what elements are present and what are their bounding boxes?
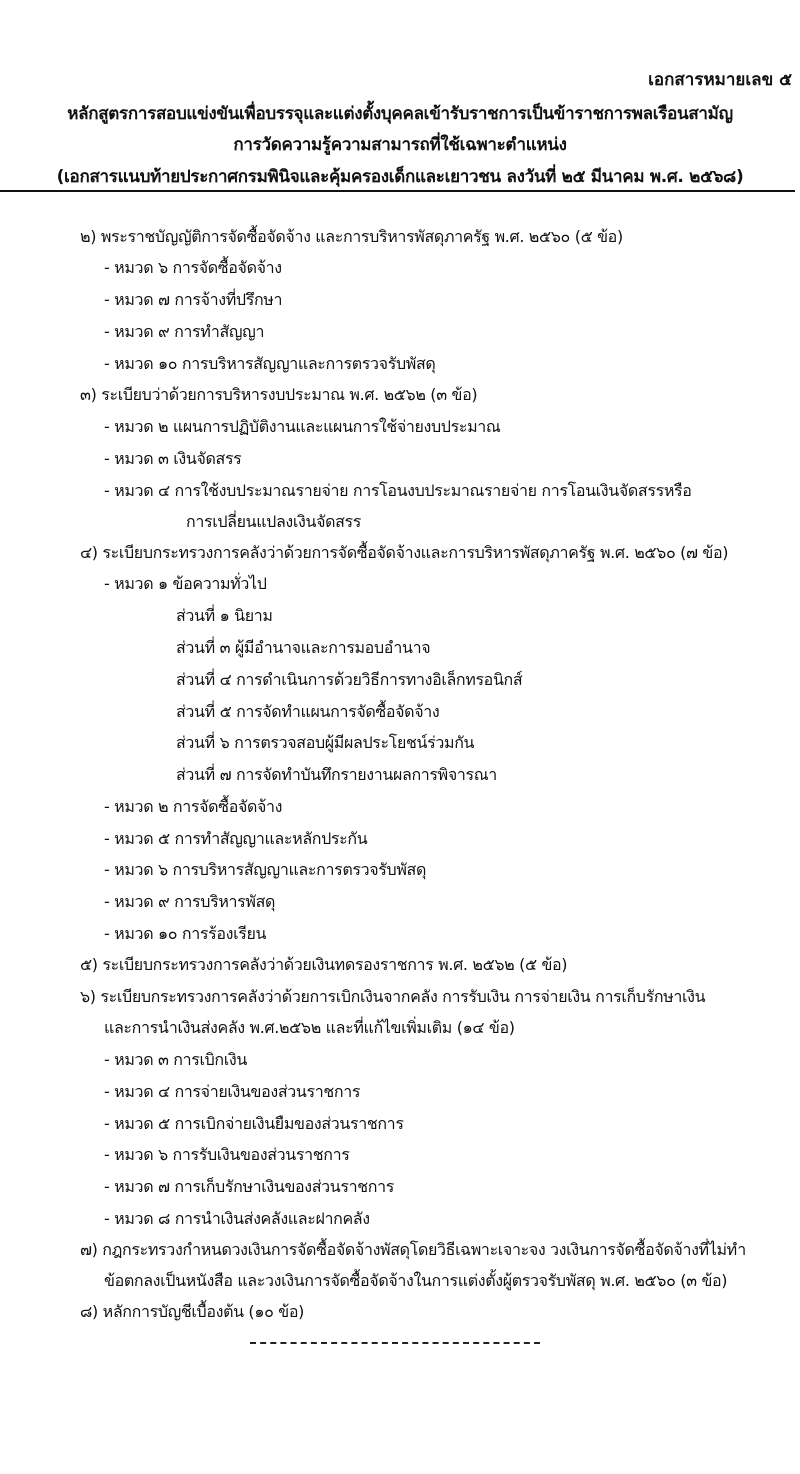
- list-item: - หมวด ๕ การทำสัญญาและหลักประกัน: [104, 829, 368, 848]
- section-5-heading: ๕) ระเบียบกระทรวงการคลังว่าด้วยเงินทดรองราชการ พ.ศ. ๒๕๖๒ (๕ ข้อ): [80, 955, 568, 974]
- list-item: - หมวด ๑ ข้อความทั่วไป: [104, 574, 267, 593]
- list-item: - หมวด ๓ เงินจัดสรร: [104, 449, 242, 468]
- title-line-1: หลักสูตรการสอบแข่งขันเพื่อบรรจุและแต่งตั้งบุคคลเข้ารับราชการเป็นข้าราชการพลเรือนสามัญ: [67, 104, 733, 124]
- list-item: - หมวด ๒ การจัดซื้อจัดจ้าง: [104, 797, 283, 816]
- list-item: - หมวด ๓ การเบิกเงิน: [104, 1050, 247, 1069]
- sub-list-item: ส่วนที่ ๖ การตรวจสอบผู้มีผลประโยชน์ร่วมกัน: [176, 733, 475, 752]
- list-item: - หมวด ๙ การทำสัญญา: [104, 322, 265, 341]
- list-item: - หมวด ๗ การจ้างที่ปรึกษา: [104, 290, 283, 309]
- section-2-heading: ๒) พระราชบัญญัติการจัดซื้อจัดจ้าง และการบริหารพัสดุภาครัฐ พ.ศ. ๒๕๖๐ (๕ ข้อ): [80, 227, 623, 246]
- sub-list-item: ส่วนที่ ๗ การจัดทำบันทึกรายงานผลการพิจารณา: [176, 765, 497, 784]
- list-item: - หมวด ๗ การเก็บรักษาเงินของส่วนราชการ: [104, 1177, 394, 1196]
- list-item: - หมวด ๖ การบริหารสัญญาและการตรวจรับพัสดุ: [104, 860, 426, 879]
- section-7-heading: ๗) กฎกระทรวงกำหนดวงเงินการจัดซื้อจัดจ้างพัสดุโดยวิธีเฉพาะเจาะจง วงเงินการจัดซื้อจัดจ้างที่ไม่ทำ: [80, 1240, 746, 1259]
- document-number: เอกสารหมายเลข ๕: [648, 70, 792, 90]
- sub-list-item: ส่วนที่ ๓ ผู้มีอำนาจและการมอบอำนาจ: [176, 638, 431, 657]
- list-item: - หมวด ๕ การเบิกจ่ายเงินยืมของส่วนราชการ: [104, 1114, 404, 1133]
- section-4-heading: ๔) ระเบียบกระทรวงการคลังว่าด้วยการจัดซื้อจัดจ้างและการบริหารพัสดุภาครัฐ พ.ศ. ๒๕๖๐ (๗ ข้อ): [80, 543, 729, 562]
- sub-list-item: ส่วนที่ ๔ การดำเนินการด้วยวิธีการทางอิเล็กทรอนิกส์: [176, 670, 523, 689]
- list-item: - หมวด ๔ การจ่ายเงินของส่วนราชการ: [104, 1082, 361, 1101]
- section-7-heading-continuation: ข้อตกลงเป็นหนังสือ และวงเงินการจัดซื้อจัดจ้างในการแต่งตั้งผู้ตรวจรับพัสดุ พ.ศ. ๒๕๖๐ (๓ ข้อ): [104, 1271, 728, 1290]
- list-item: - หมวด ๑๐ การบริหารสัญญาและการตรวจรับพัสดุ: [104, 354, 436, 373]
- list-item: - หมวด ๑๐ การร้องเรียน: [104, 924, 267, 943]
- list-item-continuation: การเปลี่ยนแปลงเงินจัดสรร: [186, 512, 362, 531]
- title-line-3: (เอกสารแนบท้ายประกาศกรมพินิจและคุ้มครองเด็กและเยาวชน ลงวันที่ ๒๕ มีนาคม พ.ศ. ๒๕๖๘): [56, 167, 744, 187]
- list-item: - หมวด ๖ การรับเงินของส่วนราชการ: [104, 1145, 350, 1164]
- list-item: - หมวด ๖ การจัดซื้อจัดจ้าง: [104, 258, 282, 277]
- list-item: - หมวด ๙ การบริหารพัสดุ: [104, 892, 276, 911]
- end-divider: [250, 1342, 540, 1344]
- list-item: - หมวด ๔ การใช้งบประมาณรายจ่าย การโอนงบประมาณรายจ่าย การโอนเงินจัดสรรหรือ: [104, 481, 692, 500]
- section-6-heading-continuation: และการนำเงินส่งคลัง พ.ศ.๒๕๖๒ และที่แก้ไขเพิ่มเติม (๑๔ ข้อ): [104, 1018, 515, 1037]
- list-item: - หมวด ๘ การนำเงินส่งคลังและฝากคลัง: [104, 1209, 370, 1228]
- section-8-heading: ๘) หลักการบัญชีเบื้องต้น (๑๐ ข้อ): [80, 1302, 305, 1321]
- section-3-heading: ๓) ระเบียบว่าด้วยการบริหารงบประมาณ พ.ศ. ๒๕๖๒ (๓ ข้อ): [80, 385, 478, 404]
- list-item: - หมวด ๒ แผนการปฏิบัติงานและแผนการใช้จ่ายงบประมาณ: [104, 417, 501, 436]
- title-line-2: การวัดความรู้ความสามารถที่ใช้เฉพาะตำแหน่ง: [233, 135, 567, 155]
- sub-list-item: ส่วนที่ ๑ นิยาม: [176, 606, 273, 625]
- section-6-heading: ๖) ระเบียบกระทรวงการคลังว่าด้วยการเบิกเงินจากคลัง การรับเงิน การจ่ายเงิน การเก็บรักษาเงิน: [80, 987, 706, 1006]
- sub-list-item: ส่วนที่ ๕ การจัดทำแผนการจัดซื้อจัดจ้าง: [176, 702, 440, 721]
- header-divider: [0, 190, 795, 192]
